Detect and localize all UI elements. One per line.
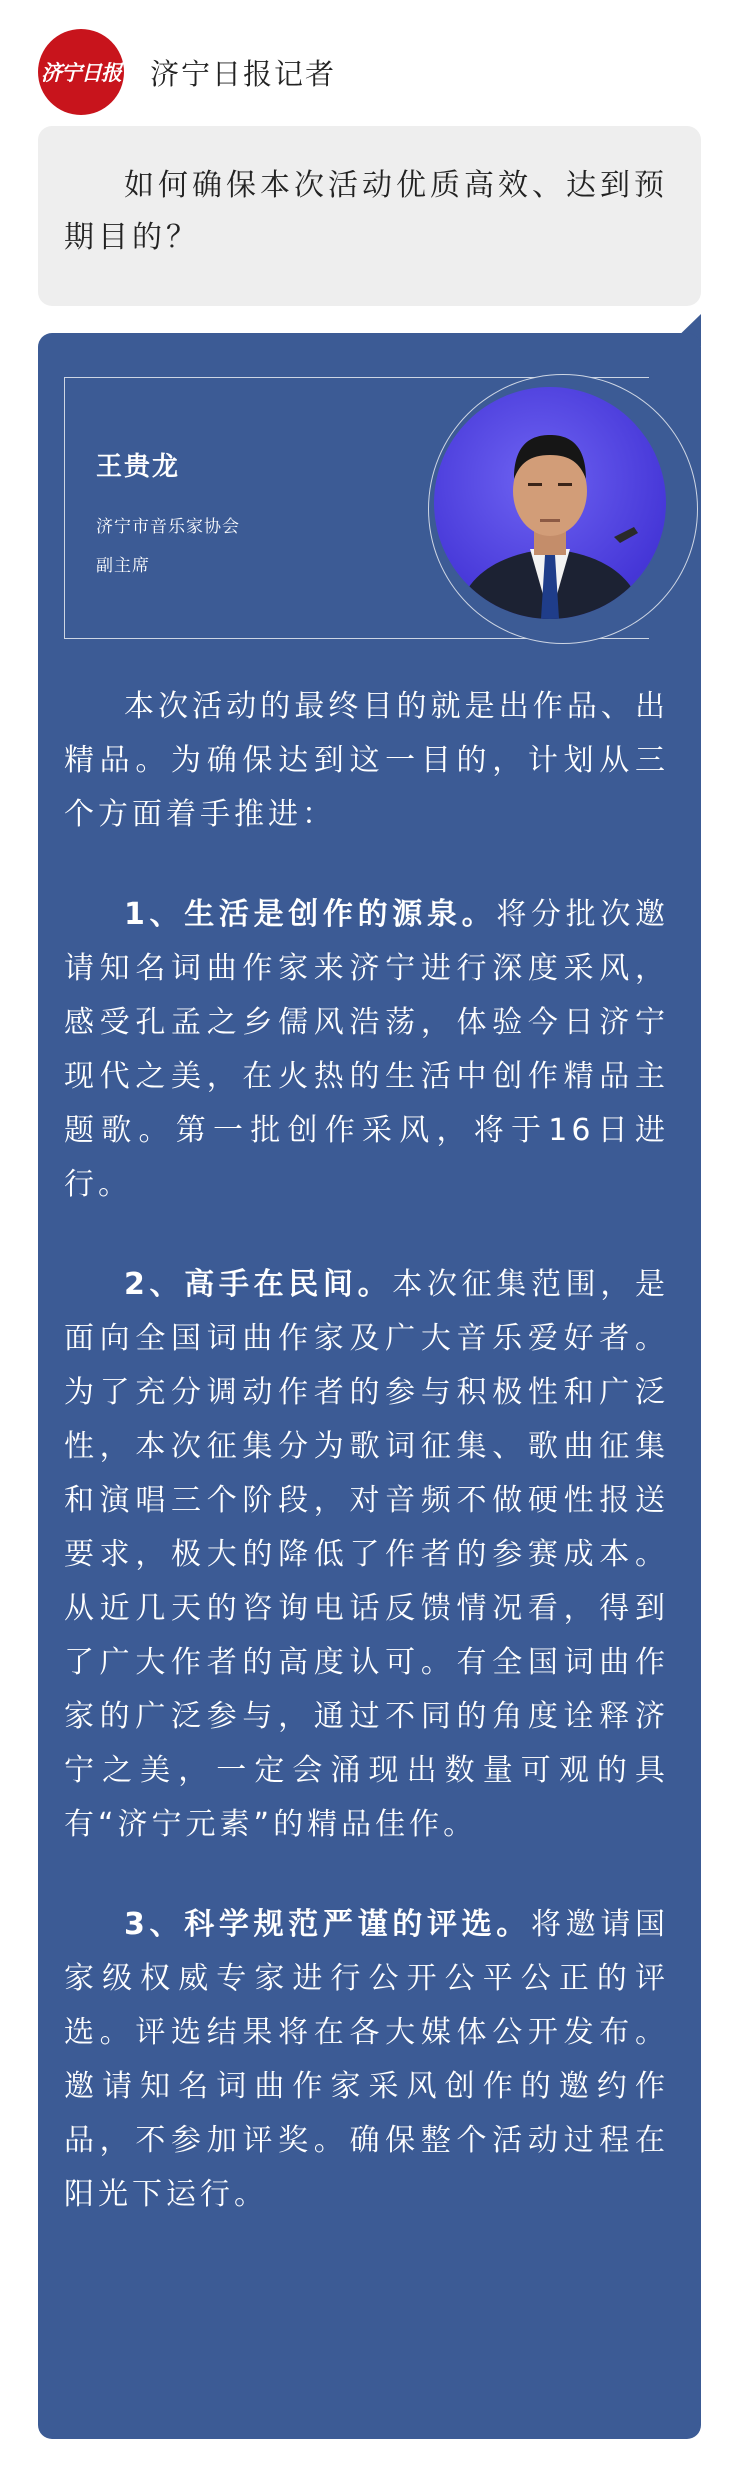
point-2-paragraph xyxy=(64,1258,669,1852)
point-1-heading: 1、生活是创作的源泉。 xyxy=(124,897,497,932)
speaker-photo xyxy=(434,387,666,619)
point-3-heading: 3、科学规范严谨的评选。 xyxy=(124,1907,531,1942)
newspaper-logo xyxy=(38,29,124,115)
point-3-paragraph xyxy=(64,1898,669,2222)
speaker-portrait-image xyxy=(434,387,666,619)
speaker-role: 副主席 xyxy=(96,556,150,576)
point-3-text: 将邀请国家级权威专家进行公开公平公正的评选。评选结果将在各大媒体公开发布。邀请知名词曲作家采风创作的邀约作品，不参加评奖。确保整个活动过程在阳光下运行。 xyxy=(64,1907,670,2212)
point-1-paragraph xyxy=(64,888,669,1212)
speaker-name: 王贵龙 xyxy=(96,452,181,482)
intro-paragraph: 本次活动的最终目的就是出作品、出精品。为确保达到这一目的，计划从三个方面着手推进： xyxy=(64,689,669,832)
speaker-organization: 济宁市音乐家协会 xyxy=(96,517,240,537)
point-1-text: 将分批次邀请知名词曲作家来济宁进行深度采风，感受孔孟之乡儒风浩荡，体验今日济宁现代之美，在火热的生活中创作精品主题歌。第一批创作采风，将于16日进行。 xyxy=(64,897,670,1202)
point-2-heading: 2、高手在民间。 xyxy=(124,1267,393,1302)
point-2-text: 本次征集范围，是面向全国词曲作家及广大音乐爱好者。为了充分调动作者的参与积极性和广泛性，本次征集分为歌词征集、歌曲征集和演唱三个阶段，对音频不做硬性报送要求，极大的降低了作者的参赛成本。从近几天的咨询电话反馈情况看，得到了广大作者的高度认可。有全国词曲作家的广泛参与，通过不同的角度诠释济宁之美，一定会涌现出数量可观的具有“济宁元素”的精品佳作。 xyxy=(64,1267,670,1842)
reporter-label: 济宁日报记者 xyxy=(150,56,337,91)
logo-text: 济宁日报 xyxy=(41,60,121,85)
question-bubble xyxy=(38,126,701,306)
answer-body xyxy=(64,680,669,2268)
reporter-header xyxy=(38,28,336,116)
question-text: 如何确保本次活动优质高效、达到预期目的？ xyxy=(64,168,668,255)
